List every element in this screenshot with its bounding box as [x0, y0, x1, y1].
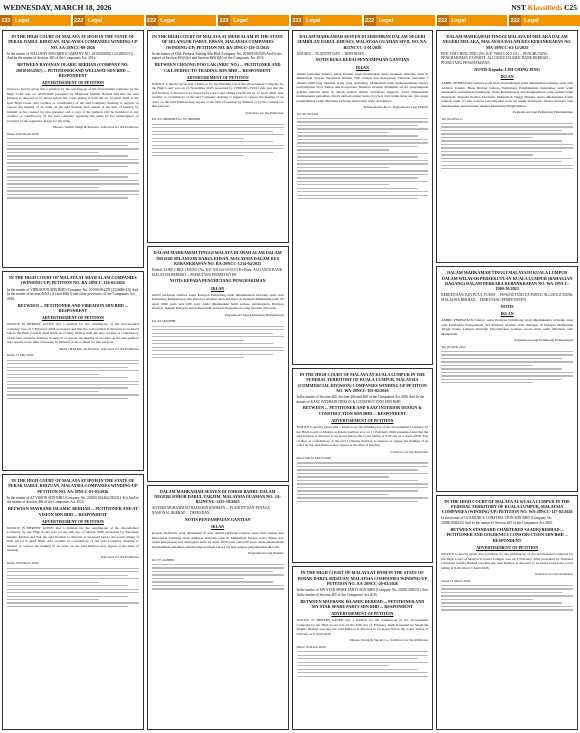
fine-print-line — [7, 148, 139, 149]
notice-footer: Tel: 03-76609966 Fax: 03-76601882 — [151, 117, 201, 122]
notice-footer: Tel: 06-2831111 — [441, 116, 463, 121]
fine-print-line — [441, 595, 573, 596]
fine-print-line — [297, 672, 429, 673]
fine-print-line — [441, 365, 533, 366]
fine-print-line — [297, 132, 389, 133]
fine-print-line — [7, 187, 99, 188]
classification-label: Legal — [451, 17, 466, 24]
fine-print-line — [7, 176, 128, 177]
notice-column — [436, 30, 578, 730]
notice-body: NOTICE IS HEREBY GIVEN that a petition for the winding-up of the abovenamed company was on 5 February 2026 presented and that the said petition is directed to be heard before the High Court at Shah Alam on 13 May 2026 at 9.00 am. Any creditor or contributory of the said company desiring to support or oppose the making of an order on the said petition may appear at the time of hearing by himself or his counsel for that purpose. — [7, 322, 139, 345]
fine-print-line — [297, 121, 429, 122]
classification-number: 222 — [437, 15, 449, 26]
classification-label: Legal — [15, 17, 30, 24]
fine-print-line — [152, 581, 273, 582]
legal-notice — [292, 566, 434, 730]
fine-print-line — [441, 606, 573, 607]
legal-notice — [292, 368, 434, 563]
notice-between: BETWEEN ... PETITIONER AND VIBRADON SDN BHD ... RESPONDENT — [17, 302, 128, 313]
fine-print-line — [7, 152, 99, 153]
classification-number: 222 — [73, 15, 85, 26]
notice-heading: IKLAN — [500, 74, 514, 80]
fine-print-line — [297, 487, 429, 488]
fine-print-line — [152, 134, 284, 135]
notice-footer: Tel: 03-56321888 — [151, 319, 176, 324]
fine-print-line — [441, 165, 573, 166]
fine-print-line — [7, 596, 128, 597]
notice-body: Ambil perhatian bahawa suatu Petisyen Pemiutang telah dikemukakan terhadap anda oleh Pemiutang Pempetisyen dan Petisyen tersebut akan didengar di hadapan Mahkamah pada 20 April 2026 pada jam 9.00 pagi. Anda dikehendaki hadir semasa pendengaran Petisyen tersebut. Salinan Petisyen boleh diperolehi daripada Peguamcara yang tersebut di bawah. — [151, 292, 284, 311]
notice-body: AMBIL PERHATIAN bahawa pada Notis Kebankrapan telah dikeluarkan terhadap anda oleh Alliance Islamic Bank Berhad bahawa Pemiutang Penghakiman mendakwa anda telah melakukan perbuatan kebankrapan. Notis Kebankrapan dan Penghakiman yang terlibat boleh diperolehi daripada Pejabat Pendaftar Mahkamah Tinggi Melaka. Anda dikehendaki dalam tempoh tujuh (7) hari selepas penyampaian notis ini untuk membayar amaun tuntutan atau mendapatkan penyelesaian dengan Pemiutang Penghakiman. — [441, 81, 573, 108]
fine-print-line — [297, 118, 429, 119]
notice-column — [292, 30, 434, 730]
fine-print-line — [441, 161, 562, 162]
fine-print-line — [152, 127, 284, 128]
fine-print-line — [441, 354, 573, 355]
notice-fine-print — [152, 326, 284, 359]
notice-body: NOTICE IS HEREBY GIVEN that a Petition for the winding-up of the abovenamed Company by the High Court was on the 19th day of February 2026 presented by Maybank Islamic Berhad and that the said Petition is directed to be heard before the Court sitting at 9.00 am on 8 April 2026. — [296, 618, 429, 636]
notice-party: Perihal: LOKE CHEE CHUNG (No. K/P: 841124-14-5311) Ex-Parte: ALLIANCE BANK MALAYSIA BERHAD ... PEMIUTANG PEMPETISYEN — [151, 268, 283, 277]
fine-print-line — [7, 394, 139, 395]
fine-print-line — [152, 138, 244, 139]
fine-print-line — [7, 391, 99, 392]
fine-print-line — [7, 602, 139, 603]
fine-print-line — [297, 480, 418, 481]
notice-signature: Peguamcara bagi Pemiutang Penghakiman — [513, 110, 573, 115]
fine-print-line — [297, 655, 429, 656]
fine-print-line — [152, 145, 284, 146]
fine-print-line — [441, 585, 573, 586]
fine-print-line — [297, 198, 418, 199]
fine-print-line — [7, 398, 128, 399]
fine-print-line — [297, 469, 418, 470]
fine-print-line — [297, 139, 429, 140]
notice-title: DALAM MAHKAMAH SESYEN DI JOHOR BAHRU DALAM NEGERI JOHOR DARUL TAKZIM, MALAYSIA GUAMAN NO. JA-B52NCVC-1235-10/2025 — [154, 488, 282, 505]
notice-between: BETWEEN MAYBANK ISLAMIC BERHAD ... PETITIONER AND AT VISION SDN BHD ... RESPONDENT — [7, 506, 138, 517]
fine-print-line — [7, 384, 139, 385]
fine-print-line — [152, 567, 284, 568]
fine-print-line — [7, 363, 139, 364]
notice-fine-print — [297, 462, 429, 502]
fine-print-line — [7, 381, 139, 382]
classification-tab — [437, 15, 508, 26]
classification-label: Legal — [233, 17, 248, 24]
fine-print-line — [152, 585, 284, 586]
fine-print-line — [7, 367, 128, 368]
fine-print-line — [7, 592, 139, 593]
legal-notice — [436, 266, 578, 491]
publication-mark — [511, 3, 577, 12]
legal-notice — [2, 271, 144, 471]
fine-print-line — [7, 582, 99, 583]
fine-print-line — [297, 501, 418, 502]
classification-tab — [509, 15, 580, 26]
notice-heading: ADVERTISEMENT OF PETITION — [476, 545, 539, 551]
notice-heading: IKLAN — [211, 524, 225, 530]
fine-print-line — [7, 575, 128, 576]
fine-print-line — [297, 184, 389, 185]
notice-heading: IKLAN — [500, 311, 514, 317]
classification-number: 222 — [364, 15, 376, 26]
notice-body: NOTICE IS HEREBY GIVEN that a Petition for the winding-up of the abovenamed Company by the High Court was on the 6th day of March 2026 presented by Maybank Islamic Berhad and that the said Petition is directed to be heard before the Court sitting at 9.00 am on 9 April 2026. Any creditor or contributory of the said Company desiring to support or oppose the making of an order on the said Petition may appear at the time of hearing. — [7, 526, 139, 553]
fine-print-line — [441, 158, 573, 159]
legal-notice — [436, 495, 578, 730]
notice-fine-print — [297, 118, 429, 199]
notice-party: In the matter of MY STAR SPARE PARTS SDN BHD (Company No. 201801005551) And In the matter of Section 465 of the Companies Act 2016 — [296, 588, 428, 597]
classification-label: Legal — [87, 17, 103, 24]
fine-print-line — [7, 197, 128, 198]
legal-notice — [292, 30, 434, 365]
fine-print-line — [297, 483, 429, 484]
fine-print-line — [297, 142, 429, 143]
classification-number: 222 — [218, 15, 230, 26]
fine-print-line — [441, 609, 573, 610]
fine-print-line — [441, 144, 573, 145]
fine-print-line — [7, 142, 139, 143]
page-number: C25 — [564, 3, 577, 12]
fine-print-line — [7, 162, 139, 163]
notice-between: BETWEEN ... PETITIONER AND KASZ INTERIOR DESIGN & CONSTRUCTION SDN BHD ... RESPONDENT — [302, 405, 422, 416]
fine-print-line — [7, 155, 128, 156]
fine-print-line — [7, 145, 128, 146]
classification-tab — [73, 15, 144, 26]
fine-print-line — [441, 382, 533, 383]
notice-fine-print — [152, 564, 284, 590]
fine-print-line — [441, 133, 573, 134]
notice-signature: Messrs. Wong & Tan & Co., Solicitors for the Petitioner — [349, 638, 429, 643]
fine-print-line — [152, 329, 284, 330]
notice-between: NOTIS BUKA KEDAI PENYAMPAIAN GANTIAN — [315, 57, 410, 63]
notice-body: Ambil perhatian bahawa pihak Plaintif telah memulakan suatu tindakan terhadap anda di Mahkamah Sesyen Seremban melalui Writ Saman dan Pernyataan Tuntutan bertarikh 7 Januari 2026 bagi tuntutan wang yang berhutang. Mahkamah telah memerintahkan supaya penyampaian Writ Saman dan Pernyataan Tuntutan tersebut dilakukan secara penyampaian gantian melalui iklan di dalam sebuah akhbar berbahasa Inggeris. Anda dikehendaki memasukkan kehadiran dalam tempoh empat belas (14) hari dari tarikh iklan ini, jika gagal penghakiman boleh diberikan terhadap anda tanpa notis selanjutnya. — [296, 71, 429, 103]
notice-fine-print — [152, 124, 284, 157]
fine-print-line — [152, 124, 284, 125]
fine-print-line — [152, 564, 284, 565]
notice-fine-print — [7, 360, 139, 400]
notice-title: DALAM MAHKAMAH TINGGI MALAYA DI KUALA LUMPUR DALAM WILAYAH PERSEKUTUAN KUALA LUMPUR (BAHAGIAN DAGANG) DALAM PERKARA KEBANKRAPAN NO. WA-29NCC-1900-10/2025 — [441, 270, 573, 292]
fine-print-line — [297, 476, 389, 477]
fine-print-line — [152, 571, 273, 572]
fine-print-line — [441, 137, 533, 138]
legal-notice — [436, 30, 578, 263]
fine-print-line — [152, 155, 244, 156]
fine-print-line — [7, 606, 128, 607]
fine-print-line — [7, 568, 139, 569]
notice-party: In the matter of AT VISION SDN BHD (Company No. 201001023464 (902312-K)) And In the matter of Section 465 of the Companies Act 2016 — [7, 495, 139, 505]
notice-heading: ADVERTISEMENT OF PETITION — [41, 315, 104, 321]
notice-fine-print — [297, 651, 429, 677]
notice-between: BETWEEN BAYANAN OLABIC BERHAD (COMPANY NO. 200101034567) ... PETITIONER AND WELLWAY SDN BHD ... RESPONDENT — [15, 62, 130, 78]
classification-strip — [0, 15, 580, 26]
publication-prefix: NST — [511, 3, 526, 12]
notice-title: DALAM MAHKAMAH TINGGI MALAYA DI MELAKA DALAM NEGERI MELAKA, MALAYSIA DALAM KES KEBANKRAPAN NO. MA-29NCC-61-12/2025 — [442, 34, 572, 50]
notice-title: IN THE HIGH COURT OF MALAYA AT IPOH IN THE STATE OF PERAK DARUL RIDZUAN, MALAYSIA COMPANIES WINDING-UP NO. AA-28NCC-00-2026 — [8, 34, 138, 50]
notice-signature: Solicitors for the Petitioner — [390, 449, 429, 454]
fine-print-line — [152, 578, 244, 579]
fine-print-line — [297, 125, 418, 126]
notice-fine-print — [441, 351, 573, 384]
fine-print-line — [152, 343, 273, 344]
notice-footer: Dated 10th March 2026 — [7, 561, 39, 566]
fine-print-line — [152, 326, 284, 327]
fine-print-line — [7, 159, 139, 160]
legal-notice — [147, 246, 289, 481]
fine-print-line — [152, 333, 273, 334]
notice-between: BETWEEN STANDARD CHARTERED SAADIQ BERHAD ... PETITIONER AND GOLDENICS CONSTRUCTION SDN BHD ... RESPONDENT — [446, 526, 568, 543]
notice-heading: ADVERTISEMENT OF PETITION — [41, 519, 104, 524]
fine-print-line — [7, 578, 139, 579]
notice-party: In the matter of C&L Perkasa Trading Sdn Bhd (Company No. 201801035020) And In the matter of Section 465(1)(e) and Section 466(1)(b) of the Companies Act 2016 — [151, 51, 282, 61]
fine-print-line — [297, 160, 429, 161]
notice-signature: Solicitors for the Petitioner — [245, 110, 284, 115]
fine-print-line — [297, 665, 389, 666]
classification-label: Legal — [524, 17, 539, 24]
fine-print-line — [7, 374, 99, 375]
fine-print-line — [297, 195, 429, 196]
fine-print-line — [297, 181, 429, 182]
notice-body: Kepada Defendan yang dinamakan di atas. Ambil perhatian bahawa suatu Writ Saman dan Pernyataan Tuntutan telah difailkan terhadap anda di Mahkamah Sesyen Johor Bahru dan tarikh pengurusan kes ditetapkan pada 29 April 2026 pada jam 9.00 pagi. Anda dikehendaki memasukkan kehadiran dalam tempoh empat belas (14) hari selepas penyampaian iklan ini. — [151, 531, 284, 549]
fine-print-line — [441, 140, 562, 141]
notice-footer: Dated 12 March 2026 — [441, 578, 471, 583]
notice-signature: Solicitors for the Petitioner — [534, 572, 573, 576]
classification-label: Legal — [306, 17, 321, 24]
notice-body: NOTICE is hereby given that a Petition for the Winding-Up of the abovenamed Company by the High Court was on 14 November 2025 presented by CHOONG POO LAK and that the said Petition is directed to be heard before the Court sitting at 9.00 am on 17 April 2026. Any creditor or contributory of the said Company desiring to support or oppose the making of an order on the said Petition may appear at the time of hearing by himself or by his counsel for that purpose. — [151, 82, 284, 109]
fine-print-line — [441, 358, 562, 359]
notice-between: BETWEEN MAYBANK ISLAMIC BERHAD ... PETITIONER AND MY STAR SPARE PARTS SDN BHD ... RESPONDENT — [300, 598, 425, 610]
notice-party: ANTARA ... PLAINTIF DAN ... DEFENDAN — [296, 51, 364, 56]
fine-print-line — [297, 170, 429, 171]
notice-between: NOTIS KEPADA PENGHUTANG PENGHAKIMAN — [169, 278, 266, 284]
fine-print-line — [441, 151, 562, 152]
classification-tab — [291, 15, 362, 26]
fine-print-line — [7, 377, 128, 378]
fine-print-line — [297, 676, 429, 677]
fine-print-line — [441, 154, 533, 155]
notice-between: NOTIS — [500, 303, 514, 309]
fine-print-line — [7, 585, 128, 586]
publication-accent: Klassifieds — [527, 3, 563, 12]
notice-party: BERKENAAN: KEVIN A/L YUSOF ... PENGHUTANG EX-PARTE: ALLIANCE BANK MALAYSIA BERHAD ... PEMIUTANG PEMPETISYEN — [441, 293, 573, 302]
fine-print-line — [152, 148, 284, 149]
fine-print-line — [297, 651, 429, 652]
notice-heading: IKLAN — [355, 64, 369, 70]
notice-party: ANTARA MUHAMMAD HAFIZ BIN RAHMAN ... PLAINTIF DAN TENAGA NASIONAL BERHAD ... DEFENDAN — [151, 506, 270, 516]
notice-party: In the matter of Section 465, Section 466 and 468 of the Companies Act 2016 And In the matter of KASZ INTERIOR DESIGN & CONSTRUCTION SDN BHD — [296, 395, 425, 404]
fine-print-line — [297, 149, 389, 150]
fine-print-line — [297, 473, 429, 474]
fine-print-line — [441, 599, 533, 600]
notice-title: DALAM MAHKAMAH TINGGI MALAYA DI SHAH ALAM DALAM NEGERI SELANGOR DARUL EHSAN, MALAYSIA DALAM KES KEBANKRAPAN NO. BA-29NCC-1234-04/2025 — [153, 250, 282, 266]
fine-print-line — [441, 351, 573, 352]
notice-footer: Tel: 06-7612345 — [296, 111, 319, 116]
notice-fine-print — [441, 123, 573, 170]
notice-party: In the matter of VIBRADON SDN BHD (Company No. 201901004478 (1326686-D)) And In the matter of section 465(1) (e) and 466(1) and other provisions of the Companies Act, 2016 — [7, 287, 139, 301]
fine-print-line — [297, 153, 429, 154]
fine-print-line — [7, 360, 139, 361]
fine-print-line — [7, 173, 139, 174]
notice-fine-print — [7, 568, 139, 608]
notice-body: NOTICE is hereby given that a Petition for the Winding-Up of the abovenamed Company by the High Court of Malaya at Kuala Lumpur was on 11 February 2026 presented and that the said Petition is directed to be heard before the Court sitting at 9.00 am on 1 April 2026. Any creditor or contributory of the said Company desiring to support or oppose the making of an order on the said Petition may appear at the time of hearing. — [296, 425, 429, 448]
notice-title: IN THE HIGH COURT OF MALAYA AT KUALA LUMPUR IN THE FEDERAL TERRITORY OF KUALA LUMPUR, MALAYSIA COMPANIES (WINDING-UP) PETITION NO. WA-28NCC-117-02/2026 — [441, 498, 573, 515]
notice-signature: Peguamcara bagi Pemiutang Pempetisyen — [224, 312, 284, 317]
notice-heading: ADVERTISEMENT OF PETITION — [331, 611, 394, 617]
fine-print-line — [441, 375, 573, 376]
notice-footer: Dated this 16 March 2026 — [296, 456, 331, 461]
notice-heading: ADVERTISEMENT OF PETITION — [331, 418, 394, 424]
notice-body: AMBIL PERHATIAN bahawa suatu Petisyen Pemiutang telah dikemukakan terhadap anda oleh Pemiutang Pempetisyen dan Petisyen tersebut akan didengar di hadapan Mahkamah Tinggi Kuala Lumpur. Perintah Penyampaian Gantian secara iklan telah diberikan oleh Mahkamah. — [441, 318, 573, 336]
notice-heading: ADVERTISEMENT OF PETITION — [186, 75, 249, 80]
fine-print-line — [297, 177, 418, 178]
notice-title: IN THE HIGH COURT OF MALAYA AT SHAH ALAM COMPANIES (WINDING-UP) PETITION NO. BA-28NCC-134-03/2026 — [9, 275, 137, 286]
classification-number: 222 — [0, 15, 12, 26]
notice-party: In the matter of WELLWAY SDN BHD (COMPANY NO. 201601000011 (1128655-T)) ... And In the matter of Section 465 of the Companies Act, 2016 — [7, 51, 137, 61]
notice-party: In the matter of GOLDENICS CONSTRUCTION SDN BHD (Company No. 200801004231) And In the matter of Section 465 of the Companies Act 2016 — [441, 516, 553, 526]
fine-print-line — [441, 379, 562, 380]
fine-print-line — [297, 497, 429, 498]
notice-signature: Messrs. Sudhir Singh & Partners, Solicitors for the Petitioner — [53, 125, 139, 130]
notice-between: NOTIS Kepada: LIM CHING PING — [474, 66, 540, 72]
fine-print-line — [441, 126, 573, 127]
notice-column — [2, 30, 144, 730]
fine-print-line — [7, 387, 128, 388]
fine-print-line — [297, 662, 429, 663]
notice-title: IN THE HIGH COURT OF MALAYA AT IPOH IN THE STATE OF PERAK DARUL RIDZUAN, MALAYSIA COMPANIES WINDING-UP PETITION NO. AA-28NCC-01-03/2026 — [8, 478, 138, 494]
fine-print-line — [297, 146, 418, 147]
fine-print-line — [7, 194, 139, 195]
fine-print-line — [297, 135, 418, 136]
classification-number: 222 — [146, 15, 158, 26]
notice-title: IN THE HIGH COURT OF MALAYA AT KUALA LUMPUR IN THE FEDERAL TERRITORY OF KUALA LUMPUR, MALAYSIA (COMMERCIAL DIVISION) COMPANIES WINDING-UP PETITION NO. WA-28NCC-103-02/2026 — [297, 372, 427, 393]
fine-print-line — [297, 174, 429, 175]
classification-tab — [146, 15, 217, 26]
fine-print-line — [441, 592, 562, 593]
fine-print-line — [297, 128, 429, 129]
issue-date: WEDNESDAY, MARCH 18, 2026 — [3, 3, 112, 12]
fine-print-line — [7, 169, 99, 170]
fine-print-line — [441, 168, 573, 169]
fine-print-line — [441, 123, 573, 124]
fine-print-line — [441, 588, 573, 589]
fine-print-line — [441, 147, 573, 148]
classification-label: Legal — [378, 17, 394, 24]
fine-print-line — [7, 138, 139, 139]
fine-print-line — [297, 658, 418, 659]
fine-print-line — [297, 669, 418, 670]
fine-print-line — [297, 167, 389, 168]
fine-print-line — [152, 141, 273, 142]
classification-tab — [218, 15, 289, 26]
classification-number: 222 — [509, 15, 521, 26]
notice-between: BETWEEN CHOONG POO LAK (NRIC NO.) ... PETITIONER AND C&L PERFECTO TRADING SDN BHD ... RESPONDENT — [154, 62, 281, 73]
fine-print-line — [152, 354, 273, 355]
fine-print-line — [297, 462, 429, 463]
notice-title: DALAM MAHKAMAH SESYEN DI SEREMBAN DALAM NEGERI SEMBILAN DARUL KHUSUS, MALAYSIA GUAMAN SIVIL NO. NA-B52NCVC-5-01/2026 — [297, 34, 428, 50]
notice-footer: Tel: 07-2228888 — [151, 557, 174, 562]
notice-between: NOTIS PENYAMPAIAN GANTIAN — [184, 516, 251, 522]
notice-body: Notice is hereby given that a petition for the winding-up of the abovenamed company by the High Court was on 10/03/2026 presented by Maybank Islamic Berhad and that the said Petition is directed to be heard before the Court sitting at 9.00 am on 14 April 2026 at the Ipoh High Court. Any creditor or contributory of the said Company desiring to support or oppose the making of an order on the said Petition may appear at the time of hearing by himself or his counsel for that purpose; and a copy of the petition will be furnished to any creditor or contributory of the said company requiring the same by the undersigned on payment of the regulated charge for the same. — [7, 87, 139, 123]
classification-tab — [364, 15, 435, 26]
notice-signature: Solicitors for the Petitioner — [100, 554, 139, 559]
notice-title: IN THE HIGH COURT OF MALAYA AT SHAH ALAM IN THE STATE OF SELANGOR DARUL EHSAN, MALAYSIA COMPANIES (WINDING-UP) PETITION NO. BA-28NCC-159-11/2025 — [152, 34, 284, 50]
notice-signature: Peguamcara bagi Plaintif — [248, 551, 284, 556]
legal-notice — [147, 30, 289, 243]
notice-fine-print — [441, 585, 573, 611]
fine-print-line — [7, 599, 99, 600]
legal-notice — [147, 485, 289, 730]
fine-print-line — [152, 152, 273, 153]
notice-footer: Tel: 03-2030 2222 — [441, 344, 466, 349]
notice-body: NOTICE is hereby given that a petition for the winding-up of the abovenamed company by the High Court of Malaya at Kuala Lumpur was on 4 February 2026 presented by Standard Chartered Saadiq Berhad and that the said Petition is directed to be heard before the Court sitting at 9.00 am on 7 April 2026. — [441, 552, 573, 570]
notice-title: IN THE HIGH COURT OF MALAYA AT IPOH IN THE STATE OF PERAK DARUL RIDZUAN, MALAYSIA COMPANIES WINDING-UP PETITION NO. AA-28NCC-20-02/2026 — [297, 570, 428, 586]
notice-signature: Messrs B.M Kho & Partners, Solicitors for the Petitioner — [59, 346, 139, 351]
fine-print-line — [441, 368, 562, 369]
fine-print-line — [152, 336, 284, 337]
notice-signature: Tetuan Kanda & Co, Peguamcara bagi Plaintif — [363, 105, 429, 110]
notice-footer: Dated 13 May 2026 — [7, 353, 34, 358]
fine-print-line — [441, 602, 562, 603]
notice-footer: Dated 16 March 2026 — [296, 644, 326, 649]
notice-fine-print — [7, 138, 139, 199]
fine-print-line — [297, 490, 418, 491]
fine-print-line — [7, 589, 139, 590]
fine-print-line — [7, 180, 139, 181]
notice-column — [147, 30, 289, 730]
notice-party: PER: LIM CHING PING (No. K/P: 760613-04-5131) ... PENGHUTANG PENGHAKIMAN EX-PARTE: ALLIANCE ISLAMIC BANK BERHAD ... PEMIUTANG PENGHAKIMAN — [441, 51, 552, 66]
fine-print-line — [7, 166, 128, 167]
fine-print-line — [152, 574, 284, 575]
notice-columns — [2, 30, 578, 730]
legal-notice — [2, 474, 144, 730]
fine-print-line — [441, 372, 573, 373]
fine-print-line — [152, 588, 284, 589]
fine-print-line — [297, 466, 429, 467]
fine-print-line — [441, 130, 562, 131]
fine-print-line — [7, 370, 139, 371]
fine-print-line — [152, 347, 284, 348]
fine-print-line — [152, 350, 284, 351]
fine-print-line — [152, 340, 244, 341]
fine-print-line — [297, 163, 429, 164]
classification-tab — [0, 15, 71, 26]
notice-heading: IKLAN — [211, 285, 225, 291]
fine-print-line — [297, 156, 418, 157]
fine-print-line — [152, 357, 244, 358]
fine-print-line — [7, 571, 139, 572]
fine-print-line — [152, 131, 273, 132]
fine-print-line — [7, 183, 139, 184]
fine-print-line — [297, 191, 429, 192]
notice-heading: ADVERTISEMENT OF PETITION — [41, 80, 104, 86]
fine-print-line — [7, 190, 139, 191]
notice-footer: Dated 10th March 2026 — [7, 131, 39, 136]
fine-print-line — [441, 361, 573, 362]
fine-print-line — [297, 188, 418, 189]
classification-label: Legal — [160, 17, 175, 24]
classification-number: 222 — [291, 15, 303, 26]
notice-signature: Peguamcara bagi Pemiutang Pempetisyen — [514, 338, 573, 342]
fine-print-line — [297, 494, 389, 495]
legal-notice — [2, 30, 144, 268]
page-header — [0, 0, 580, 13]
